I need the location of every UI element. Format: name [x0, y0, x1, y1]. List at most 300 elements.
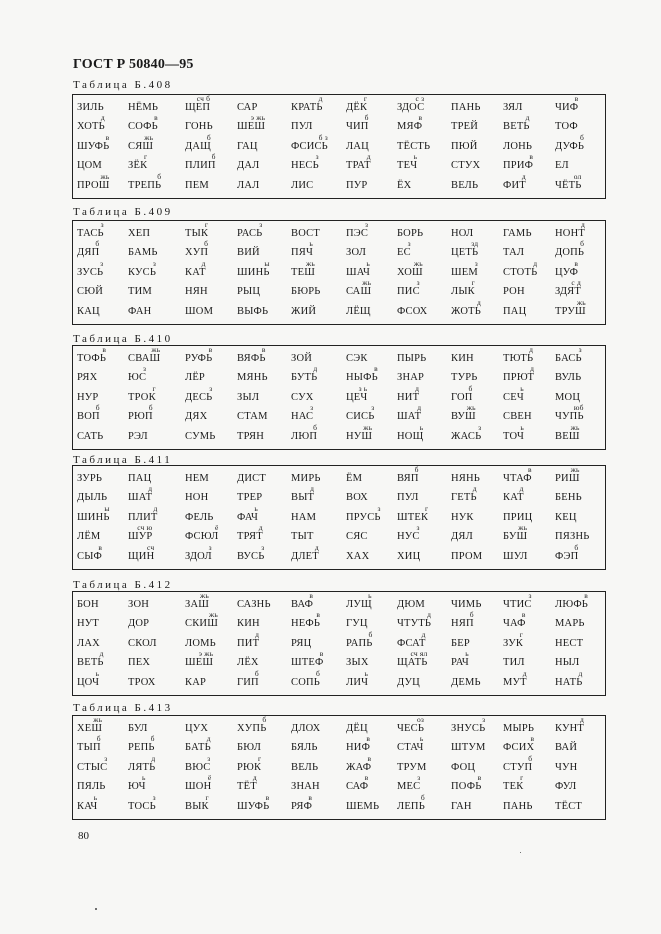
word-cell — [555, 160, 569, 172]
word-cell — [77, 473, 102, 485]
phonetic-mark: ё — [207, 773, 212, 783]
word-cell — [346, 247, 366, 259]
word-cell — [128, 383, 156, 404]
word-text: НИТ — [397, 391, 420, 403]
word-cell — [503, 345, 534, 365]
word-cell — [503, 113, 530, 133]
word-cell — [503, 411, 532, 423]
word-cell — [346, 383, 368, 404]
word-text: КРАТЬ — [291, 102, 323, 113]
word-cell — [555, 422, 580, 443]
word-cell — [291, 152, 319, 172]
word-cell — [346, 551, 369, 563]
word-cell — [397, 715, 425, 735]
word-cell — [346, 220, 369, 240]
word-cell — [291, 649, 324, 669]
word-text: ДУФЬ — [555, 140, 585, 152]
phonetic-mark: в — [308, 792, 313, 802]
word-text: ГИП — [237, 676, 259, 688]
phonetic-mark: д — [258, 523, 263, 533]
phonetic-mark: д — [313, 364, 318, 374]
word-cell — [185, 492, 208, 504]
word-text: ФСИХ — [503, 742, 535, 754]
word-text: ФЭП — [555, 550, 579, 562]
word-text: ТЫТ — [291, 531, 314, 543]
word-cell — [503, 247, 524, 259]
word-text: СЯС — [346, 531, 368, 543]
table-row — [73, 345, 605, 368]
word-text: ЗУРЬ — [77, 473, 103, 484]
word-text: МАРЬ — [555, 618, 585, 630]
word-cell — [291, 484, 315, 504]
word-cell — [555, 403, 584, 423]
word-text: ЛЁЩ — [346, 305, 371, 317]
word-cell — [237, 411, 268, 423]
word-text: ПРИЦ — [503, 511, 533, 523]
word-text: РИШ — [555, 473, 580, 484]
word-text: ВЕТЬ — [503, 121, 530, 133]
word-text: ВЮС — [185, 761, 211, 773]
word-cell — [291, 610, 321, 630]
word-text: ВОП — [77, 411, 100, 423]
word-text: ЗИЛЬ — [77, 102, 104, 113]
word-cell — [451, 239, 479, 259]
word-text: ЦОЧ — [77, 676, 100, 688]
phonetic-mark: з — [407, 239, 411, 249]
word-cell — [237, 160, 259, 172]
word-cell — [77, 753, 108, 774]
phonetic-mark: г — [363, 94, 368, 103]
word-text: ПАЦ — [128, 473, 152, 484]
word-cell — [237, 629, 260, 650]
word-cell — [451, 649, 469, 669]
word-text: ВУШ — [451, 411, 476, 423]
phonetic-mark: зд — [471, 239, 479, 249]
word-cell — [128, 677, 156, 689]
word-cell — [128, 753, 156, 774]
phonetic-mark: д — [476, 297, 481, 307]
word-text: НУК — [451, 511, 474, 523]
word-cell — [555, 742, 577, 754]
word-text: ДЁЦ — [346, 723, 368, 734]
table-row — [73, 792, 605, 816]
phonetic-mark: д — [314, 542, 319, 552]
phonetic-mark: д — [533, 258, 538, 268]
word-text: ЧАФ — [503, 618, 526, 630]
word-text: НЫФЬ — [346, 372, 378, 384]
word-cell — [128, 345, 161, 365]
word-text: МЫРЬ — [503, 723, 535, 734]
phonetic-mark: жь — [200, 591, 210, 600]
phonetic-mark: з — [259, 220, 263, 229]
word-text: БАСЬ — [555, 353, 582, 364]
phonetic-mark: д — [580, 715, 585, 724]
word-text: ТЕЧ — [397, 160, 418, 172]
phonetic-mark: в — [265, 792, 270, 802]
word-cell — [237, 113, 266, 133]
phonetic-mark: в — [374, 364, 378, 374]
phonetic-mark: жь — [144, 132, 154, 142]
word-cell — [128, 152, 148, 172]
word-cell — [555, 668, 583, 689]
phonetic-mark: з — [377, 503, 381, 513]
word-text: ПРОМ — [451, 550, 483, 562]
word-cell — [555, 121, 578, 133]
word-cell — [503, 465, 532, 485]
phonetic-mark: сч б — [196, 94, 211, 103]
word-text: ГОП — [451, 391, 473, 403]
word-text: ТРЕПЬ — [128, 179, 162, 191]
word-cell — [291, 258, 316, 279]
word-text: САЗНЬ — [237, 599, 271, 610]
word-text: ПАНЬ — [451, 102, 481, 113]
phonetic-mark: э жь — [250, 113, 266, 123]
word-text: КИН — [451, 353, 474, 364]
word-cell — [77, 781, 106, 793]
word-cell — [77, 668, 100, 689]
word-text: ТИЛ — [503, 657, 525, 669]
phonetic-mark: з — [209, 383, 213, 393]
word-text: ТЕШ — [291, 266, 316, 278]
word-cell — [237, 792, 270, 813]
word-cell — [503, 657, 525, 669]
word-cell — [555, 762, 577, 774]
phonetic-mark: жь — [208, 610, 218, 620]
word-cell — [237, 102, 258, 114]
word-text: РАЧ — [451, 657, 469, 669]
word-cell — [503, 383, 524, 404]
word-cell — [237, 753, 262, 774]
word-text: ТРУШ — [555, 305, 586, 317]
phonetic-mark: ь — [366, 258, 371, 268]
word-text: ЗДОС — [397, 102, 425, 113]
word-cell — [77, 431, 103, 443]
page-number: 80 — [78, 830, 89, 842]
word-cell — [555, 278, 581, 298]
word-cell — [397, 792, 425, 813]
word-cell — [237, 180, 259, 192]
word-text: СКОЛ — [128, 637, 157, 649]
word-cell — [397, 551, 420, 563]
word-text: РЯХ — [77, 372, 98, 384]
phonetic-mark: ь — [419, 422, 424, 432]
word-text: ДОР — [128, 618, 150, 630]
word-text: ЛАХ — [77, 637, 100, 649]
word-text: ГОНЬ — [185, 121, 213, 133]
phonetic-mark: б — [95, 403, 100, 413]
table-row — [73, 132, 605, 156]
word-text: ЛЫК — [451, 286, 475, 298]
phonetic-mark: з — [315, 152, 319, 162]
word-text: ЧЕСЬ — [397, 723, 425, 734]
word-cell — [451, 677, 481, 689]
word-text: ТИМ — [128, 286, 152, 298]
word-cell — [346, 403, 375, 423]
word-cell — [555, 345, 582, 365]
word-cell — [291, 364, 318, 384]
word-text: ЁХ — [397, 179, 412, 191]
word-cell — [555, 372, 581, 384]
word-cell — [185, 152, 216, 172]
table-row — [73, 171, 605, 195]
word-cell — [237, 345, 266, 365]
word-cell — [451, 258, 478, 279]
phonetic-mark: д — [206, 734, 211, 744]
word-cell — [291, 403, 314, 423]
word-text: ЗЯЛ — [503, 102, 523, 113]
word-text: ВЕЛЬ — [451, 179, 479, 191]
phonetic-mark: б — [468, 383, 473, 393]
word-text: ШАТ — [128, 492, 153, 504]
word-cell — [346, 94, 368, 114]
word-cell — [451, 801, 472, 813]
word-cell — [185, 411, 207, 423]
word-text: ДЯХ — [185, 411, 208, 423]
word-text: РЮП — [128, 411, 153, 423]
word-cell — [185, 753, 211, 774]
word-text: ЛЯТЬ — [128, 761, 156, 773]
word-text: МОЦ — [555, 391, 581, 403]
word-cell — [346, 473, 362, 485]
word-cell — [503, 629, 524, 650]
phonetic-mark: д — [529, 345, 534, 354]
word-cell — [237, 258, 270, 279]
word-cell — [397, 610, 432, 630]
phonetic-mark: в — [527, 465, 532, 474]
word-text: ЗОЛ — [346, 247, 367, 259]
word-cell — [77, 306, 100, 318]
word-text: ЖАФ — [346, 761, 372, 773]
word-cell — [503, 306, 526, 318]
word-text: ЗОН — [128, 599, 150, 610]
word-text: РЭЛ — [128, 430, 148, 442]
word-cell — [397, 258, 423, 279]
word-text: ЦУФ — [555, 266, 579, 278]
word-cell — [128, 247, 158, 259]
word-cell — [503, 801, 533, 813]
table-caption: Таблица Б.408 — [73, 79, 173, 91]
word-text: ШЕМ — [451, 266, 478, 278]
word-text: ЕС — [397, 247, 411, 259]
word-cell — [185, 723, 208, 735]
word-text: ТРЕЙ — [451, 121, 479, 133]
word-text: ХОШ — [397, 266, 423, 278]
word-text: ЛОМЬ — [185, 637, 216, 649]
word-cell — [185, 286, 208, 298]
phonetic-mark: б — [206, 132, 211, 142]
word-cell — [291, 422, 318, 443]
table-caption: Таблица Б.410 — [73, 333, 173, 345]
phonetic-mark: в — [366, 734, 371, 744]
word-text: СУМЬ — [185, 430, 216, 442]
word-text: ВЯФЬ — [237, 353, 266, 364]
word-cell — [128, 542, 155, 563]
word-cell — [451, 102, 481, 114]
word-cell — [451, 715, 486, 735]
word-cell — [346, 801, 379, 813]
word-cell — [555, 392, 580, 404]
word-text: ДЕСЬ — [185, 391, 213, 403]
word-cell — [346, 364, 378, 384]
word-cell — [397, 762, 427, 774]
phonetic-mark: с д — [571, 278, 581, 288]
word-text: КИН — [237, 618, 260, 630]
table-row — [73, 753, 605, 777]
word-cell — [185, 773, 212, 793]
word-cell — [397, 306, 427, 318]
word-cell — [185, 345, 213, 365]
word-text: КЕЦ — [555, 511, 577, 523]
word-cell — [185, 132, 211, 153]
word-text: ВЕТЬ — [77, 657, 104, 669]
word-cell — [128, 792, 156, 813]
word-cell — [451, 383, 473, 404]
phonetic-mark: в — [574, 258, 579, 268]
word-cell — [346, 306, 371, 318]
word-text: ЩЕП — [185, 102, 211, 113]
word-text: ДЯП — [77, 247, 100, 259]
phonetic-mark: д — [519, 484, 524, 494]
word-cell — [77, 638, 100, 650]
word-text: САФ — [346, 781, 369, 793]
word-text: ЧИМЬ — [451, 599, 482, 610]
word-text: СОПЬ — [291, 676, 320, 688]
word-cell — [291, 132, 328, 153]
word-cell — [77, 372, 97, 384]
phonetic-mark: в — [98, 542, 103, 552]
word-text: ТРОХ — [128, 676, 156, 688]
table-caption: Таблица Б.412 — [73, 579, 173, 591]
phonetic-mark: ь — [142, 773, 146, 783]
word-cell — [185, 220, 209, 240]
phonetic-mark: ь — [520, 422, 525, 432]
word-cell — [397, 152, 418, 172]
word-text: ХЕП — [128, 228, 151, 239]
word-cell — [346, 258, 371, 279]
phonetic-mark: в — [364, 773, 369, 783]
word-table — [72, 94, 606, 199]
word-cell — [397, 492, 419, 504]
phonetic-mark: б — [315, 668, 320, 678]
table-row — [73, 465, 605, 488]
word-cell — [503, 258, 538, 279]
word-text: ТЁСТЬ — [397, 140, 431, 152]
phonetic-mark: д — [472, 484, 477, 494]
word-cell — [128, 102, 158, 114]
word-text: ЗЫХ — [346, 657, 369, 669]
word-text: СВАШ — [128, 353, 161, 364]
word-text: ПУР — [346, 179, 368, 191]
word-cell — [503, 484, 524, 504]
word-cell — [185, 473, 209, 485]
word-cell — [555, 657, 579, 669]
word-text: ЛАЦ — [346, 140, 369, 152]
word-cell — [291, 781, 320, 793]
word-text: ТУРЬ — [451, 372, 478, 384]
word-text: ТРЯТ — [237, 531, 263, 543]
word-cell — [451, 599, 482, 611]
word-text: ГУЦ — [346, 618, 368, 630]
word-cell — [185, 677, 206, 689]
word-cell — [503, 773, 524, 793]
word-text: ТАСЬ — [77, 228, 104, 239]
phonetic-mark: д — [148, 484, 153, 494]
word-cell — [128, 228, 150, 240]
phonetic-mark: б — [148, 403, 153, 413]
table-row — [73, 278, 605, 301]
word-text: СВЕН — [503, 411, 532, 423]
word-text: БЕНЬ — [555, 492, 582, 504]
word-cell — [77, 102, 104, 114]
word-text: НАТЬ — [555, 676, 583, 688]
word-cell — [77, 531, 100, 543]
phonetic-mark: г — [144, 152, 148, 162]
word-text: ДЫЛЬ — [77, 492, 108, 504]
word-text: ЗУСЬ — [77, 266, 104, 278]
word-cell — [291, 306, 316, 318]
phonetic-mark: з — [371, 403, 375, 413]
word-text: ПРОШ — [77, 179, 110, 191]
word-text: ЩИН — [128, 550, 155, 562]
word-text: ПЯЛЬ — [77, 781, 106, 793]
word-text: СТАЧ — [397, 742, 424, 754]
word-text: НОН — [185, 492, 209, 504]
phonetic-mark: ь — [520, 383, 524, 393]
word-text: КАТ — [185, 266, 206, 278]
word-cell — [237, 542, 265, 563]
word-text: НЯП — [451, 618, 474, 630]
word-text: ФИТ — [503, 179, 526, 191]
phonetic-mark: ь — [95, 668, 100, 678]
word-text: ПРЮТ — [503, 372, 535, 384]
word-cell — [555, 512, 577, 524]
phonetic-mark: ё — [214, 523, 219, 533]
word-text: ШТЕФ — [291, 657, 324, 669]
word-cell — [128, 306, 151, 318]
word-cell — [185, 431, 215, 443]
word-cell — [346, 353, 368, 365]
word-cell — [185, 542, 212, 563]
word-text: ВУСЬ — [237, 550, 265, 562]
word-text: ВОХ — [346, 492, 368, 504]
phonetic-mark: ь — [419, 734, 424, 744]
phonetic-mark: г — [519, 629, 524, 639]
word-text: ХИЦ — [397, 550, 421, 562]
word-text: БУЛ — [128, 723, 148, 734]
phonetic-mark: б — [254, 668, 259, 678]
word-text: ЛЁМ — [77, 531, 101, 543]
word-text: ЦОМ — [77, 160, 102, 172]
phonetic-mark: ь — [364, 668, 369, 678]
phonetic-mark: жь — [518, 523, 528, 533]
word-text: СЫФ — [77, 550, 103, 562]
word-cell — [291, 353, 312, 365]
word-text: САТЬ — [77, 430, 104, 442]
word-cell — [555, 618, 585, 630]
word-text: МИРЬ — [291, 473, 321, 484]
word-text: ДУЦ — [397, 676, 420, 688]
word-cell — [77, 345, 107, 365]
word-cell — [128, 403, 153, 423]
phonetic-mark: в — [584, 591, 589, 600]
word-text: РЯЦ — [291, 637, 312, 649]
word-cell — [346, 152, 371, 172]
word-text: НЫЛ — [555, 657, 580, 669]
word-cell — [397, 180, 411, 192]
word-cell — [291, 121, 313, 133]
word-cell — [397, 278, 420, 298]
word-cell — [346, 773, 369, 793]
